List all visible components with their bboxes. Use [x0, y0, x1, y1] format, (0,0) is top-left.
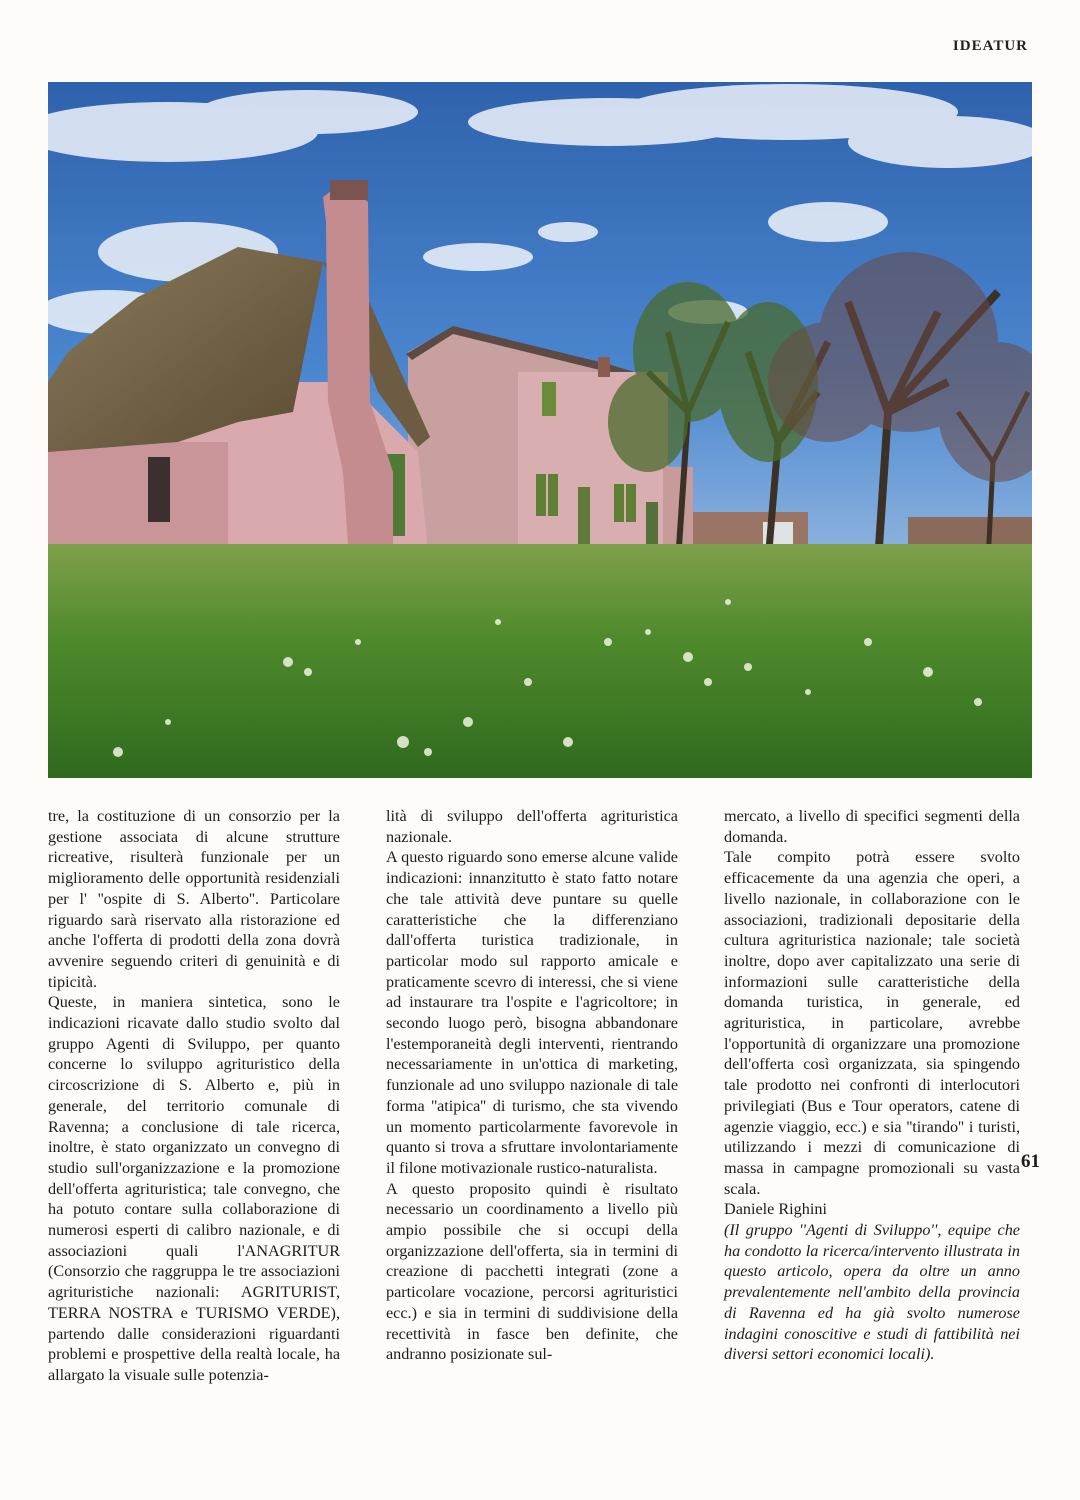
paragraph: tre, la costituzione di un consorzio per la gestione associata di alcune strutture ricreative, risulterà funzionale per un miglioramento delle opportunità residenziali per l' ''ospite di S. Alberto''. Particolare riguardo sarà riservato alla ristorazione ed anche l'offerta di prodotti della zona dovrà avvenire seguendo criteri di genuinità e di tipicità.	[48, 807, 340, 991]
column-3	[724, 806, 1020, 1365]
paragraph: A questo riguardo sono emerse alcune valide indicazioni: innanzitutto è stato fatto notare che tale attività deve puntare su quelle caratteristiche che la differenziano dall'offerta turistica tradizionale, in particolar modo sul rapporto amicale e praticamente scevro di interessi, che si viene ad instaurare tra l'ospite e l'agricoltore; in secondo luogo però, bisogna abbandonare l'estemporaneità degli interventi, rientrando necessariamente in un'ottica di marketing, funzionale ad uno sviluppo nazionale di tale forma ''atipica'' di turismo, che sta vivendo un momento particolarmente favorevole in quanto si trova a sfruttare involontariamente il filone motivazionale rustico-naturalista.	[386, 848, 678, 1177]
paragraph: mercato, a livello di specifici segmenti della domanda.	[724, 807, 1020, 846]
paragraph: Queste, in maniera sintetica, sono le indicazioni ricavate dallo studio svolto dal gruppo Agenti di Sviluppo, per quanto concerne lo sviluppo agrituristico della circoscrizione di S. Alberto e, più in generale, del territorio comunale di Ravenna; a conclusione di tale ricerca, inoltre, è stato organizzato un convegno di studio sull'organizzazione e la promozione dell'offerta agrituristica; tale convegno, che ha potuto contare sulla collaborazione di numerosi esperti di calibro nazionale, e di associazioni quali l'ANAGRITUR (Consorzio che raggruppa le tre associazioni agrituristiche nazionali: AGRITURIST, TERRA NOSTRA e TURISMO VERDE), partendo dalle considerazioni riguardanti problemi e prospettive della realtà locale, ha allargato la visuale sulle potenzia-	[48, 993, 340, 1384]
paragraph: lità di sviluppo dell'offerta agrituristica nazionale.	[386, 807, 678, 846]
author-name: Daniele Righini	[724, 1200, 827, 1219]
farmhouse-photo	[48, 82, 1032, 778]
running-header: IDEATUR	[952, 38, 1028, 54]
farmhouse-landscape-photo	[48, 82, 1032, 778]
column-1	[48, 806, 340, 1386]
page-number: 61	[1021, 1151, 1040, 1172]
column-2	[386, 806, 678, 1365]
author-note: (Il gruppo ''Agenti di Sviluppo'', equipe che ha condotto la ricerca/intervento illustrata in questo articolo, opera da oltre un anno prevalentemente nell'ambito della provincia di Ravenna ed ha già svolto numerose indagini conoscitive e studi di fattibilità nei diversi settori economici locali).	[724, 1221, 1020, 1364]
paragraph: Tale compito potrà essere svolto efficacemente da una agenzia che operi, a livello nazionale, in collaborazione con le associazioni, tradizionali depositarie della cultura agrituristica nazionale; tale società inoltre, dopo aver capitalizzato una serie di informazioni sulle caratteristiche della domanda turistica, in generale, ed agrituristica, in particolare, avrebbe l'opportunità di organizzare una promozione dell'offerta così organizzata, sia spingendo tale prodotto nei confronti di interlocutori privilegiati (Bus e Tour operators, catene di agenzie viaggio, ecc.) e sia ''tirando'' i turisti, utilizzando i mezzi di comunicazione di massa in campagne promozionali su vasta scala.	[724, 848, 1020, 1198]
paragraph: A questo proposito quindi è risultato necessario un coordinamento a livello più ampio possibile che si occupi della organizzazione dell'offerta, sia in termini di creazione di pacchetti integrati (zone a particolare vocazione, percorsi agrituristici ecc.) e sia in termini di suddivisione della recettività in fasce ben definite, che andranno posizionate sul-	[386, 1179, 678, 1364]
